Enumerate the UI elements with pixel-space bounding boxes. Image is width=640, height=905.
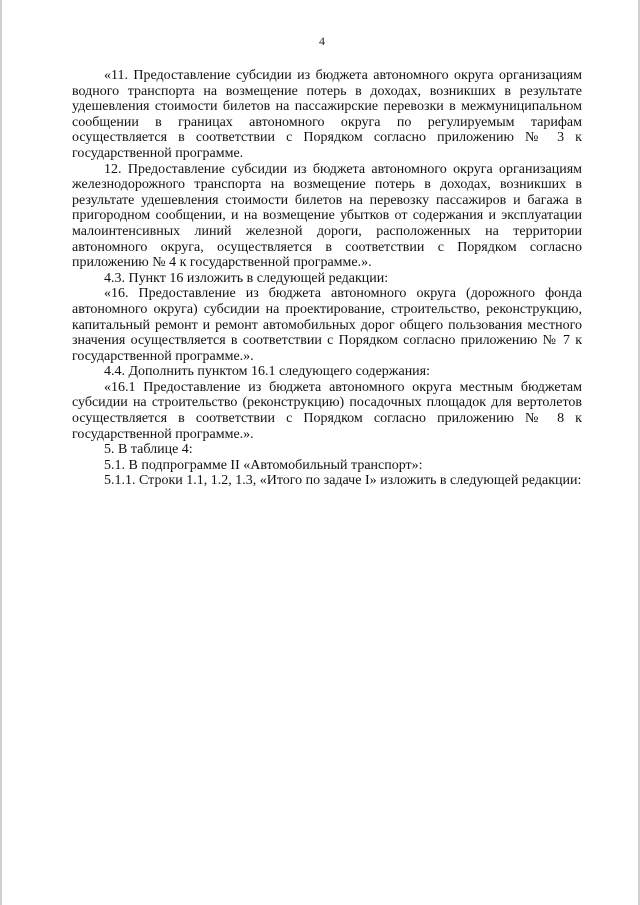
paragraph-item-11: «11. Предоставление субсидии из бюджета автономного округа организациям водного транспорта на возмещение потерь в доходах, возникших в результате удешевления стоимости билетов на пассажирские перевозки в межмуниципальном сообщении в границах автономного округа по регулируемым тарифам осуществляется в соответствии с Порядком согласно приложению № 3 к государственной программе. <box>72 68 582 161</box>
paragraph-5-1-1: 5.1.1. Строки 1.1, 1.2, 1.3, «Итого по задаче I» изложить в следующей редакции: <box>104 473 582 489</box>
paragraph-5-1: 5.1. В подпрограмме II «Автомобильный транспорт»: <box>104 457 423 473</box>
paragraph-5: 5. В таблице 4: <box>104 442 193 458</box>
paragraph-4-4: 4.4. Дополнить пунктом 16.1 следующего содержания: <box>104 364 431 380</box>
paragraph-item-12: 12. Предоставление субсидии из бюджета автономного округа организациям железнодорожного транспорта на возмещение потерь в доходах, возникших в результате удешевления стоимости билетов на перевозку пассажиров и багажа в пригородном сообщении, и на возмещение убытков от содержания и эксплуатации малоинтенсивных линий железной дороги, расположенных на территории автономного округа, осуществляется в соответствии с Порядком согласно приложению № 4 к государственной программе.». <box>72 161 582 271</box>
paragraph-item-16-1: «16.1 Предоставление из бюджета автономного округа местным бюджетам субсидии на строительство (реконструкцию) посадочных площадок для вертолетов осуществляется в соответствии с Порядком согласно приложению № 8 к государственной программе.». <box>72 379 582 442</box>
paragraph-item-16: «16. Предоставление из бюджета автономного округа (дорожного фонда автономного округа) субсидии на проектирование, строительство, реконструкцию, капитальный ремонт и ремонт автомобильных дорог общего пользования местного значения осуществляется в соответствии с Порядком согласно приложению № 7 к государственной программе.». <box>72 286 582 364</box>
page-number: 4 <box>319 34 325 48</box>
paragraph-4-3: 4.3. Пункт 16 изложить в следующей редакции: <box>104 270 389 286</box>
document-body <box>72 68 582 489</box>
